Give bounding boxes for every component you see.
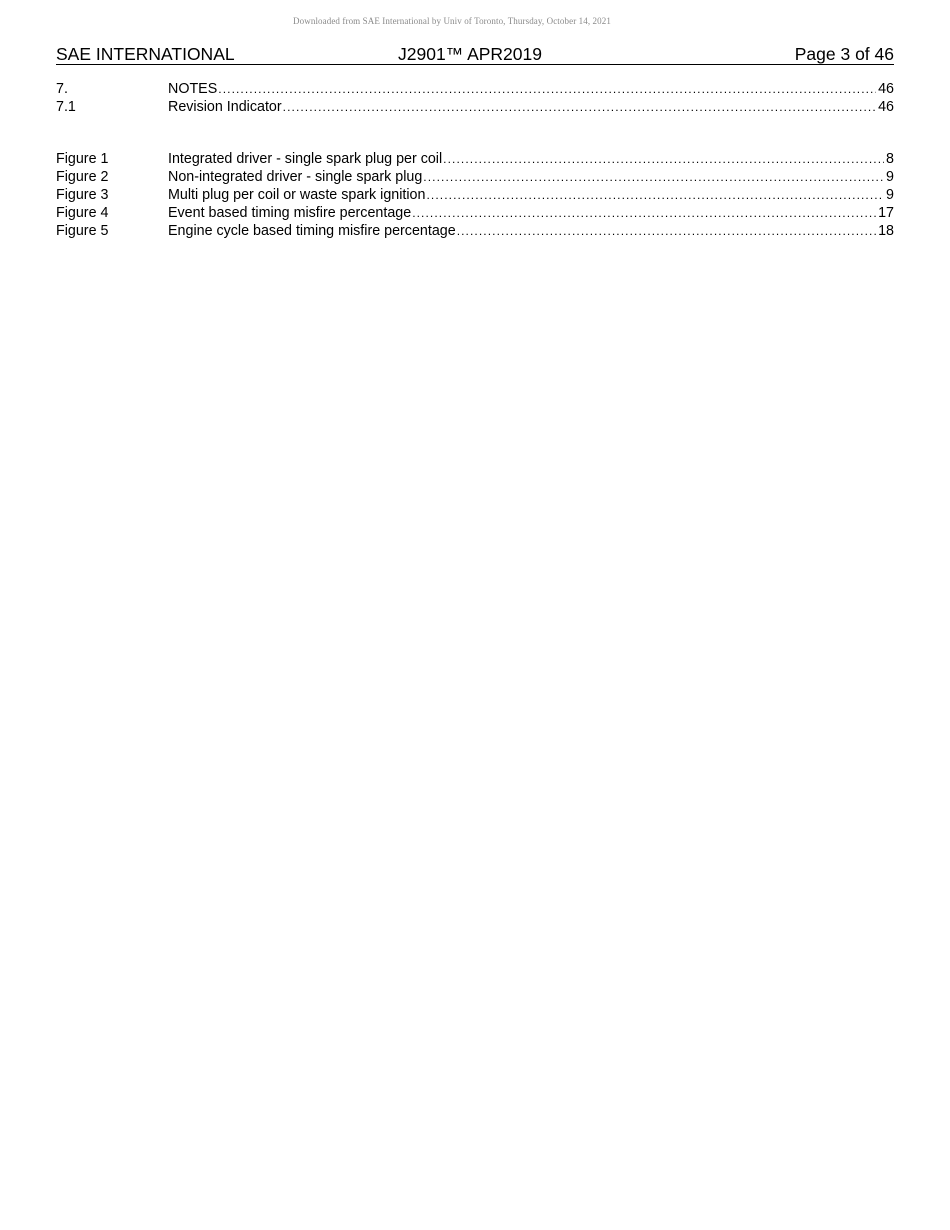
figure-row[interactable] [56, 204, 894, 222]
dot-leader [412, 204, 876, 222]
toc-sections-list [56, 80, 894, 116]
figure-title: Multi plug per coil or waste spark ignition [168, 187, 426, 203]
figure-page-number: 9 [886, 169, 894, 185]
figure-title: Non-integrated driver - single spark plug [168, 169, 423, 185]
toc-section-number: 7. [56, 81, 68, 97]
figure-row[interactable] [56, 150, 894, 168]
figure-row[interactable] [56, 222, 894, 240]
toc-section-title: NOTES [168, 81, 218, 97]
toc-row[interactable] [56, 98, 894, 116]
figure-row[interactable] [56, 186, 894, 204]
dot-leader [283, 98, 876, 116]
figure-title: Event based timing misfire percentage [168, 205, 412, 221]
figure-title: Engine cycle based timing misfire percentage [168, 223, 456, 239]
dot-leader [443, 150, 884, 168]
figure-number: Figure 2 [56, 169, 109, 185]
figure-number: Figure 1 [56, 151, 109, 167]
toc-row[interactable] [56, 80, 894, 98]
toc-entry [168, 98, 894, 116]
figure-page-number: 17 [878, 205, 894, 221]
download-watermark: Downloaded from SAE International by Univ of Toronto, Thursday, October 14, 2021 [293, 16, 611, 26]
toc-page-number: 46 [878, 81, 894, 97]
figure-entry [168, 150, 894, 168]
figure-title: Integrated driver - single spark plug per coil [168, 151, 443, 167]
toc-entry [168, 80, 894, 98]
figure-entry [168, 222, 894, 240]
figure-row[interactable] [56, 168, 894, 186]
publisher-name: SAE INTERNATIONAL [56, 44, 235, 64]
dot-leader [218, 80, 876, 98]
list-of-figures [56, 150, 894, 240]
toc-section-title: Revision Indicator [168, 99, 282, 115]
toc-page-number: 46 [878, 99, 894, 115]
figure-page-number: 9 [886, 187, 894, 203]
figure-entry [168, 168, 894, 186]
toc-section-number: 7.1 [56, 99, 76, 115]
figure-number: Figure 4 [56, 205, 109, 221]
figure-number: Figure 5 [56, 223, 109, 239]
figure-entry [168, 186, 894, 204]
document-id: J2901™ APR2019 [398, 44, 542, 64]
figure-number: Figure 3 [56, 187, 109, 203]
page-number: Page 3 of 46 [794, 44, 894, 64]
figure-page-number: 8 [886, 151, 894, 167]
dot-leader [426, 186, 884, 204]
figure-page-number: 18 [878, 223, 894, 239]
dot-leader [457, 222, 876, 240]
figure-entry [168, 204, 894, 222]
running-header [56, 44, 894, 65]
dot-leader [423, 168, 884, 186]
